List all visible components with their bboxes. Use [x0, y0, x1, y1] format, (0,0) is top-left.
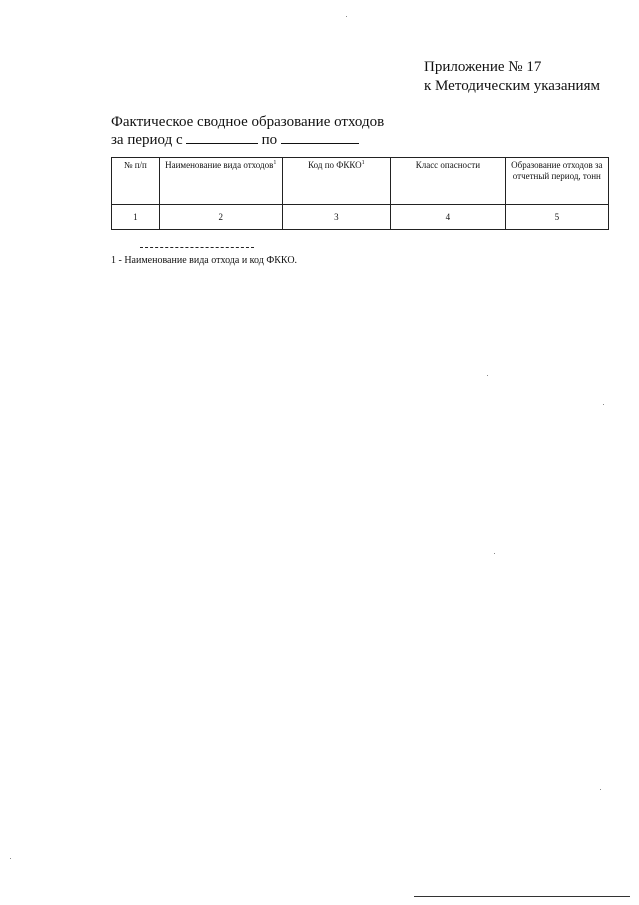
scan-speck [346, 16, 347, 17]
scan-speck [600, 789, 601, 790]
scan-speck [487, 375, 488, 376]
column-number-cell: 5 [505, 205, 608, 230]
appendix-target: к Методическим указаниям [424, 78, 600, 94]
header-cell-generation: Образование отходов за отчетный период, тонн [505, 158, 608, 205]
document-title [111, 113, 384, 149]
column-number-cell: 2 [159, 205, 282, 230]
period-from-blank [186, 131, 258, 144]
header-cell-number: № п/п [112, 158, 160, 205]
footnote-divider [140, 247, 254, 248]
period-to-blank [281, 131, 359, 144]
scan-edge-line [414, 896, 630, 897]
column-number-cell: 1 [112, 205, 160, 230]
header-cell-waste-name: Наименование вида отходов$^1$ [159, 158, 282, 205]
appendix-reference [424, 58, 600, 96]
appendix-number: Приложение № 17 [424, 59, 542, 75]
table-number-row [112, 205, 609, 230]
scan-speck [10, 858, 11, 859]
footnote-text: 1 - Наименование вида отхода и код ФККО. [111, 255, 298, 266]
period-to-label: по [261, 132, 278, 148]
header-cell-hazard-class: Класс опасности [391, 158, 506, 205]
header-cell-fkko-code: Код по ФККО$^1$ [282, 158, 390, 205]
scan-speck [494, 553, 495, 554]
column-number-cell: 4 [391, 205, 506, 230]
column-number-cell: 3 [282, 205, 390, 230]
period-line [111, 131, 384, 149]
waste-summary-table [111, 157, 609, 230]
table-header-row [112, 158, 609, 205]
period-from-label: за период с [111, 132, 183, 148]
scan-speck [603, 404, 604, 405]
title-line: Фактическое сводное образование отходов [111, 114, 385, 130]
